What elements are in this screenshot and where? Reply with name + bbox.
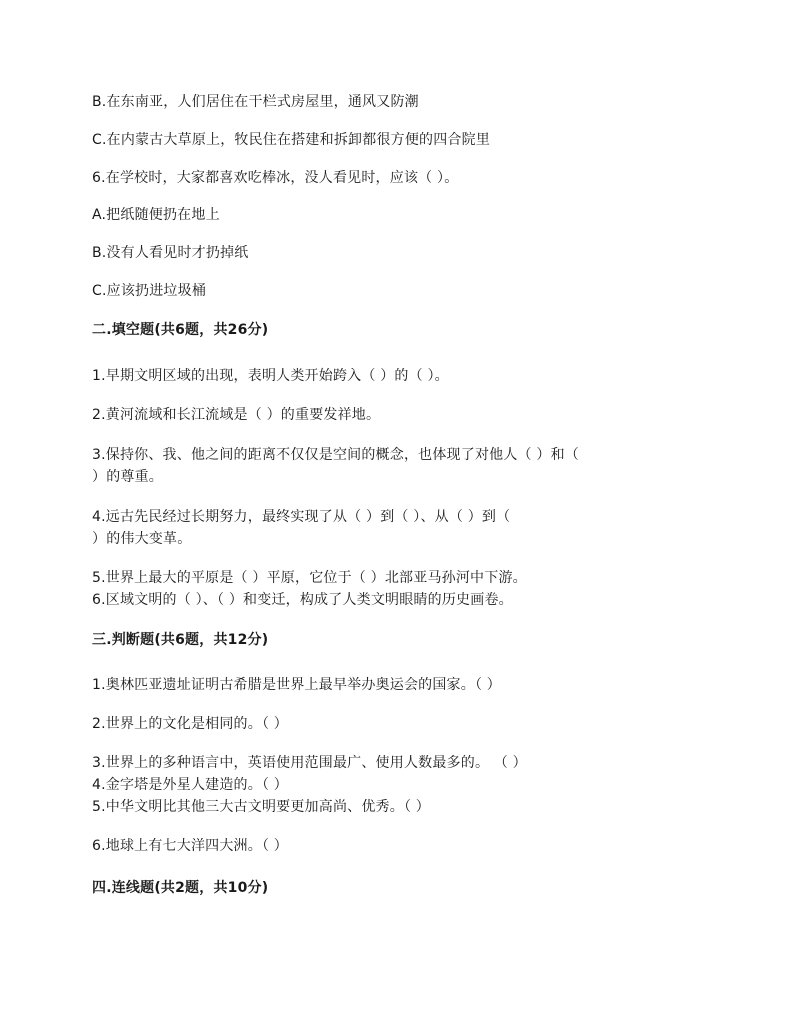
fill-blank-q3-line2: ）的尊重。 (92, 469, 163, 485)
section-true-false-title: 三.判断题(共6题，共12分) (92, 632, 269, 648)
q5-option-c: C.在内蒙古大草原上，牧民住在搭建和拆卸都很方便的四合院里 (92, 132, 491, 148)
q6-option-a: A.把纸随便扔在地上 (92, 207, 220, 223)
section-fill-blank-title: 二.填空题(共6题，共26分) (92, 322, 269, 338)
true-false-q1: 1.奥林匹亚遗址证明古希腊是世界上最早举办奥运会的国家。（ ） (92, 677, 502, 693)
fill-blank-q6: 6.区域文明的（ ）、（ ）和变迁，构成了人类文明眼睛的历史画卷。 (92, 592, 513, 608)
true-false-q5: 5.中华文明比其他三大古文明要更加高尚、优秀。（ ） (92, 799, 431, 815)
q6-stem: 6.在学校时，大家都喜欢吃棒冰，没人看见时，应该（ ）。 (92, 170, 459, 186)
fill-blank-q2: 2.黄河流域和长江流域是（ ）的重要发祥地。 (92, 407, 381, 423)
fill-blank-q4-line2: ）的伟大变革。 (92, 531, 192, 547)
true-false-q6: 6.地球上有七大洋四大洲。（ ） (92, 838, 289, 854)
section-matching-title: 四.连线题(共2题，共10分) (92, 880, 269, 896)
fill-blank-q1: 1.早期文明区域的出现，表明人类开始跨入（ ）的（ ）。 (92, 368, 449, 384)
true-false-q3: 3.世界上的多种语言中，英语使用范围最广、使用人数最多的。 （ ） (92, 755, 527, 771)
q5-option-b: B.在东南亚，人们居住在干栏式房屋里，通风又防潮 (92, 94, 419, 110)
fill-blank-q5: 5.世界上最大的平原是（ ）平原，它位于（ ）北部亚马孙河中下游。 (92, 570, 527, 586)
q6-option-b: B.没有人看见时才扔掉纸 (92, 245, 249, 261)
fill-blank-q4-line1: 4.远古先民经过长期努力，最终实现了从（ ）到（ ）、从（ ）到（ (92, 509, 511, 525)
fill-blank-q3-line1: 3.保持你、我、他之间的距离不仅仅是空间的概念，也体现了对他人（ ）和（ (92, 447, 580, 463)
q6-option-c: C.应该扔进垃圾桶 (92, 283, 207, 299)
true-false-q2: 2.世界上的文化是相同的。（ ） (92, 716, 289, 732)
true-false-q4: 4.金字塔是外星人建造的。（ ） (92, 777, 289, 793)
